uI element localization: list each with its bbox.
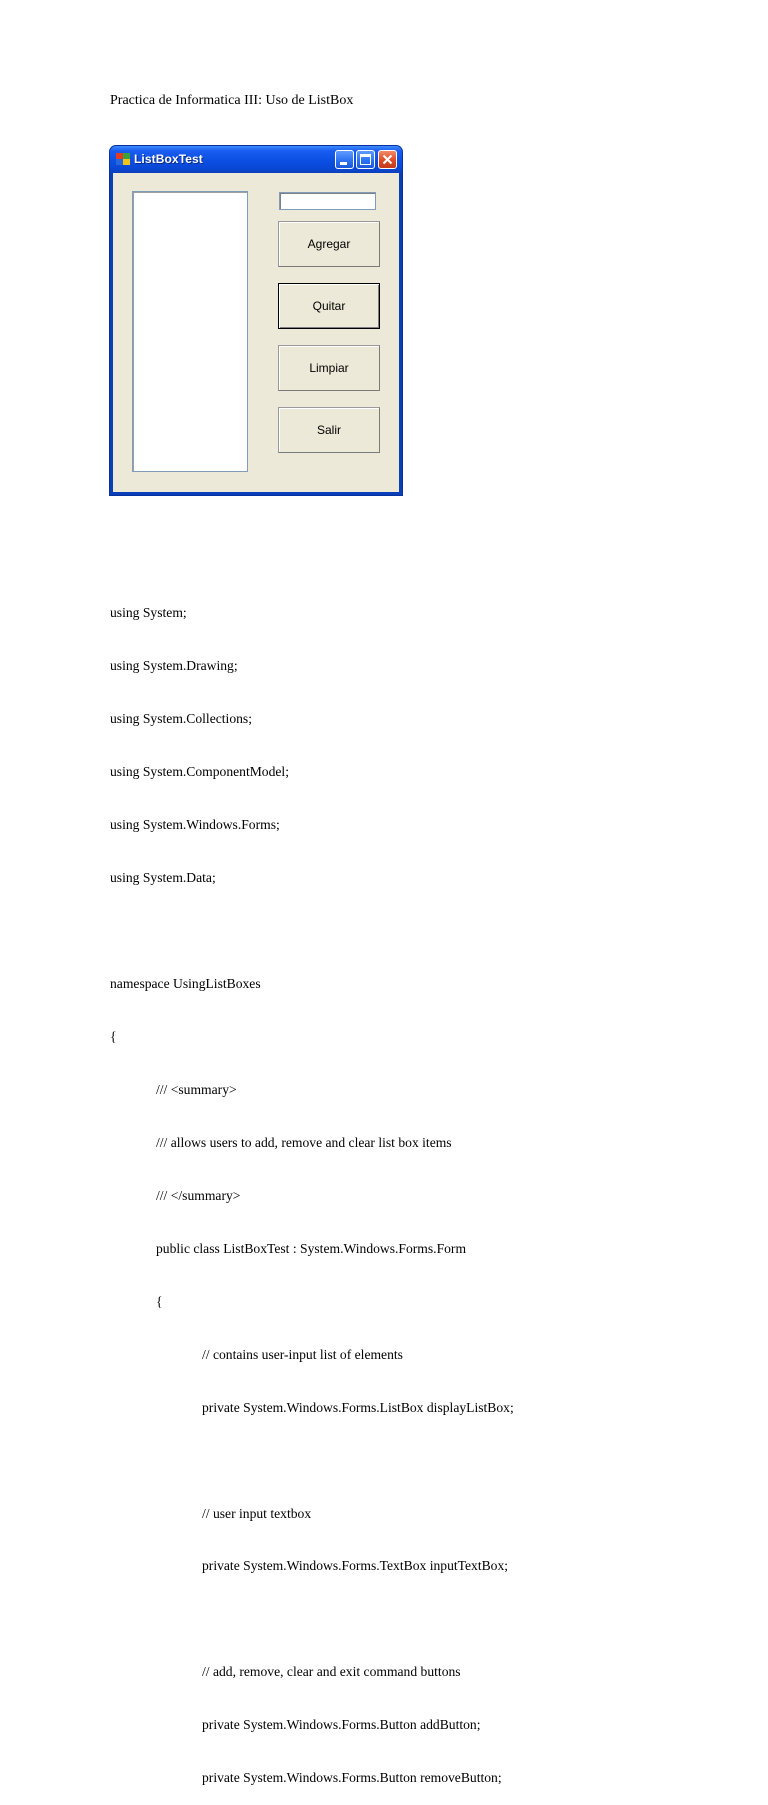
code-line: // user input textbox [202, 1505, 312, 1521]
window-client-area [113, 173, 399, 492]
window-title: ListBoxTest [134, 152, 203, 166]
code-line: using System.Collections; [110, 711, 252, 727]
remove-button[interactable]: Quitar [278, 283, 380, 329]
code-line: // add, remove, clear and exit command buttons [202, 1664, 461, 1680]
code-line: private System.Windows.Forms.Button addButton; [202, 1717, 481, 1733]
code-line: /// <summary> [156, 1081, 237, 1097]
close-button[interactable] [378, 150, 397, 169]
code-line: private System.Windows.Forms.TextBox inputTextBox; [202, 1558, 509, 1574]
code-line: using System.Windows.Forms; [110, 817, 280, 833]
code-listing [110, 569, 514, 1805]
listboxtest-window [109, 145, 403, 496]
code-line: { [156, 1293, 163, 1309]
code-line: private System.Windows.Forms.ListBox displayListBox; [202, 1399, 514, 1415]
code-line: using System.Data; [110, 870, 216, 886]
input-textbox[interactable] [279, 192, 376, 210]
windows-form-icon [116, 153, 130, 166]
code-blank-line [110, 1610, 514, 1628]
code-line: { [110, 1028, 117, 1044]
minimize-icon [340, 162, 347, 165]
maximize-icon [360, 154, 371, 165]
code-line: /// </summary> [156, 1187, 241, 1203]
close-icon [379, 151, 396, 168]
code-blank-line [110, 1452, 514, 1470]
minimize-button[interactable] [335, 150, 354, 169]
code-line: namespace UsingListBoxes [110, 975, 261, 991]
document-title: Practica de Informatica III: Uso de ListBox [110, 93, 354, 108]
window-titlebar[interactable] [110, 146, 402, 173]
clear-button[interactable]: Limpiar [278, 345, 380, 391]
maximize-button[interactable] [356, 150, 375, 169]
add-button[interactable]: Agregar [278, 221, 380, 267]
code-line: // contains user-input list of elements [202, 1346, 403, 1362]
code-line: using System.ComponentModel; [110, 764, 289, 780]
code-line: using System; [110, 605, 187, 621]
code-blank-line [110, 922, 514, 940]
display-listbox[interactable] [132, 191, 248, 472]
code-line: /// allows users to add, remove and clear list box items [156, 1134, 452, 1150]
code-line: public class ListBoxTest : System.Windows.Forms.Form [156, 1240, 467, 1256]
exit-button[interactable]: Salir [278, 407, 380, 453]
code-line: private System.Windows.Forms.Button removeButton; [202, 1770, 502, 1786]
code-line: using System.Drawing; [110, 658, 238, 674]
